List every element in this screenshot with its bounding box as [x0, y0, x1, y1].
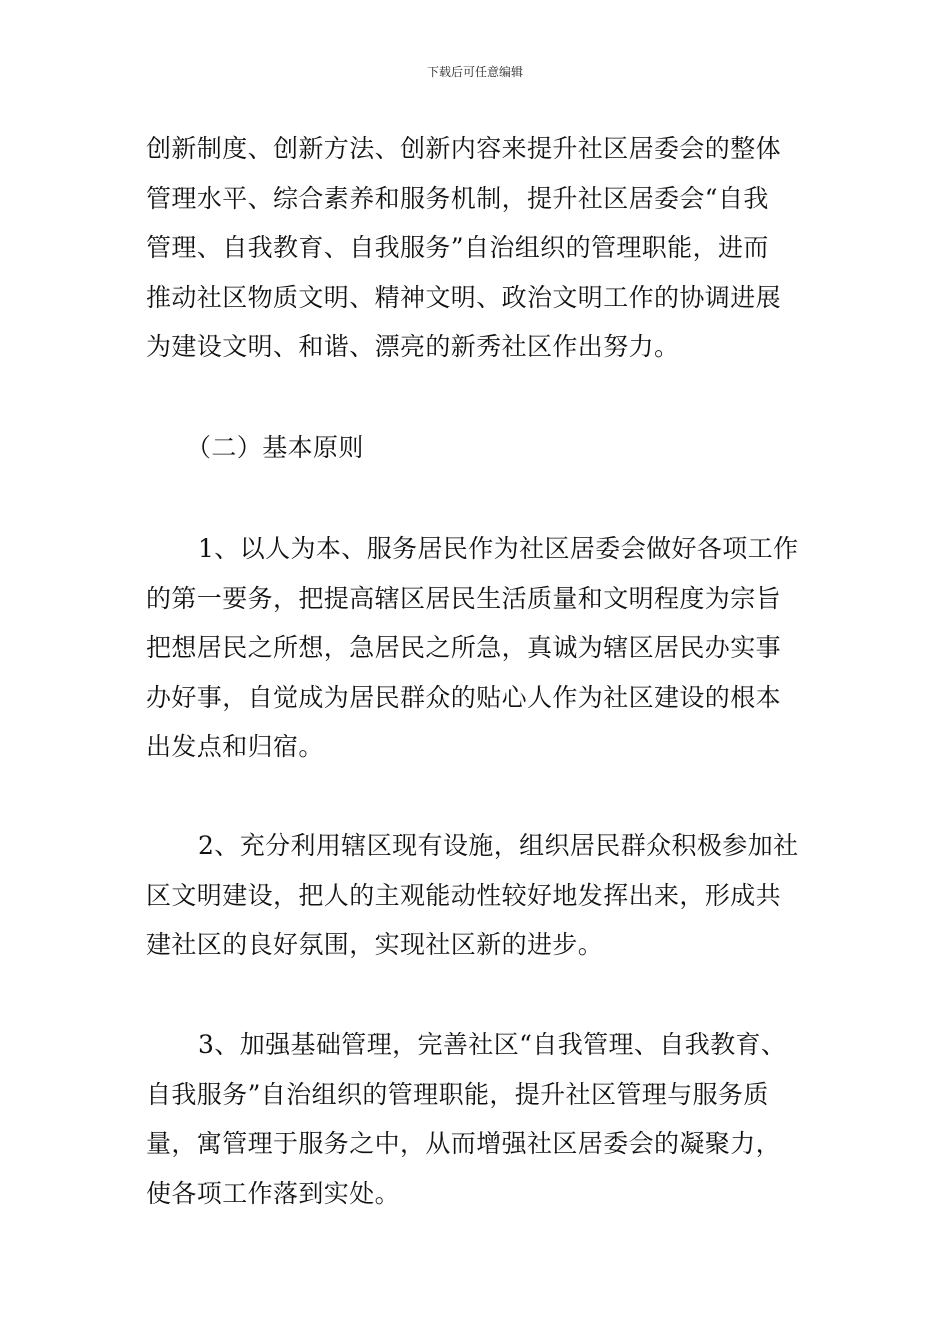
text-line: 自我服务”自治组织的管理职能，提升社区管理与服务质	[146, 1079, 769, 1109]
text-line: 创新制度、创新方法、创新内容来提升社区居委会的整体	[146, 134, 782, 163]
paragraph-intro	[146, 124, 812, 372]
text-line: 区文明建设，把人的主观能动性较好地发挥出来，形成共	[146, 880, 782, 910]
principle-1	[146, 524, 812, 772]
text-line: 使各项工作落到实处。	[146, 1178, 401, 1208]
text-line: 把想居民之所想，急居民之所急，真诚为辖区居民办实事	[146, 633, 782, 662]
text-line: 的第一要务，把提高辖区居民生活质量和文明程度为宗旨	[146, 583, 782, 613]
text-line: 管理、自我教育、自我服务”自治组织的管理职能，进而	[146, 233, 769, 262]
text-line: 量，寓管理于服务之中，从而增强社区居委会的凝聚力，	[146, 1129, 782, 1158]
text-line: 3、加强基础管理，完善社区“自我管理、自我教育、	[198, 1030, 787, 1059]
text-line: 建社区的良好氛围，实现社区新的进步。	[146, 930, 604, 959]
section-heading	[146, 423, 852, 473]
text-line: 出发点和归宿。	[146, 732, 324, 761]
heading-text: （二）基本原则	[186, 433, 364, 462]
principle-3	[146, 1020, 812, 1218]
text-line: 管理水平、综合素养和服务机制，提升社区居委会“自我	[146, 183, 769, 213]
principle-2	[146, 821, 812, 970]
text-line: 为建设文明、和谐、漂亮的新秀社区作出努力。	[146, 332, 680, 361]
page-header: 下载后可任意编辑	[426, 65, 523, 79]
text-line: 1、以人为本、服务居民作为社区居委会做好各项工作	[198, 534, 799, 563]
text-line: 推动社区物质文明、精神文明、政治文明工作的协调进展	[146, 282, 782, 312]
text-line: 2、充分利用辖区现有设施，组织居民群众积极参加社	[198, 831, 799, 860]
text-line: 办好事，自觉成为居民群众的贴心人作为社区建设的根本	[146, 682, 782, 712]
